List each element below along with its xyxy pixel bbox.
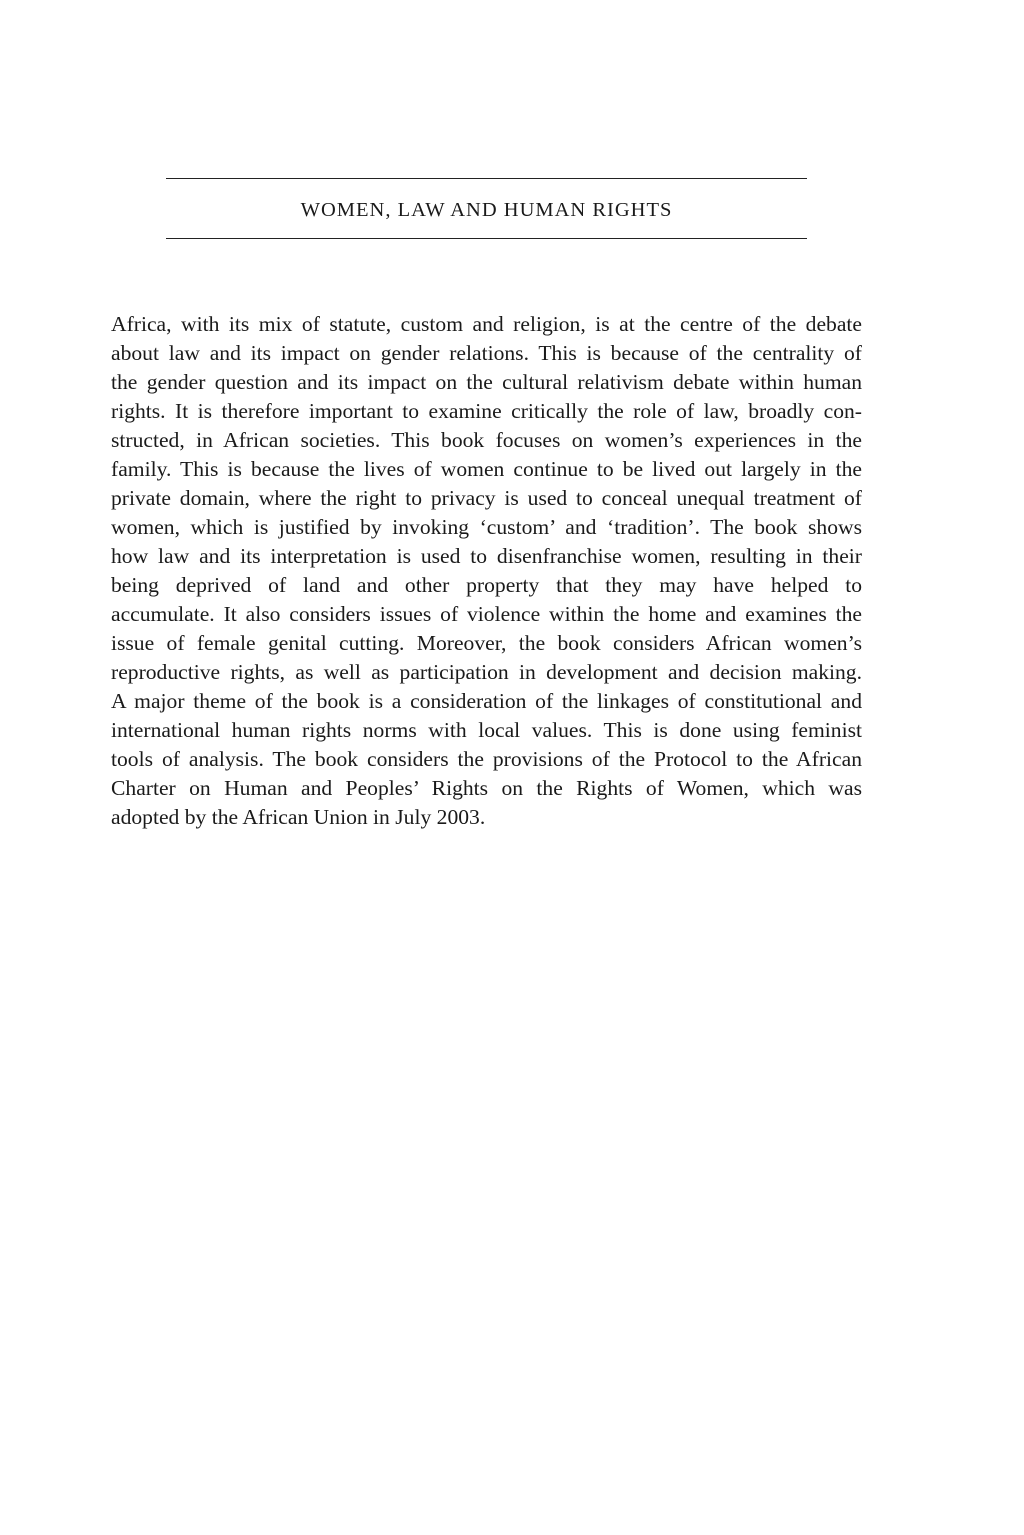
description-line: how law and its interpretation is used to disenfranchise women, resulting in their [111,544,862,568]
description-line: Africa, with its mix of statute, custom and religion, is at the centre of the debate [111,312,862,336]
book-description [111,310,862,832]
description-line: private domain, where the right to privacy is used to conceal unequal treatment of [111,486,862,510]
description-line: structed, in African societies. This book focuses on women’s experiences in the [111,428,862,452]
description-line: A major theme of the book is a consideration of the linkages of constitutional and [111,689,862,713]
description-line: being deprived of land and other property that they may have helped to [111,573,862,597]
description-line: Charter on Human and Peoples’ Rights on the Rights of Women, which was [111,776,862,800]
description-line: women, which is justified by invoking ‘custom’ and ‘tradition’. The book shows [111,515,862,539]
top-rule [166,178,807,179]
description-line: reproductive rights, as well as participation in development and decision making. [111,660,862,684]
description-line: international human rights norms with local values. This is done using feminist [111,718,862,742]
description-line: adopted by the African Union in July 2003. [111,805,486,829]
title-block [166,178,807,240]
book-title: WOMEN, LAW AND HUMAN RIGHTS [300,199,673,221]
bottom-rule [166,238,807,239]
description-line: issue of female genital cutting. Moreover, the book considers African women’s [111,631,862,655]
description-line: accumulate. It also considers issues of violence within the home and examines the [111,602,862,626]
description-line: family. This is because the lives of women continue to be lived out largely in the [111,457,862,481]
description-line: tools of analysis. The book considers the provisions of the Protocol to the African [111,747,862,771]
description-line: about law and its impact on gender relations. This is because of the centrality of [111,341,862,365]
description-line: the gender question and its impact on the cultural relativism debate within human [111,370,862,394]
description-line: rights. It is therefore important to examine critically the role of law, broadly con- [111,399,862,423]
